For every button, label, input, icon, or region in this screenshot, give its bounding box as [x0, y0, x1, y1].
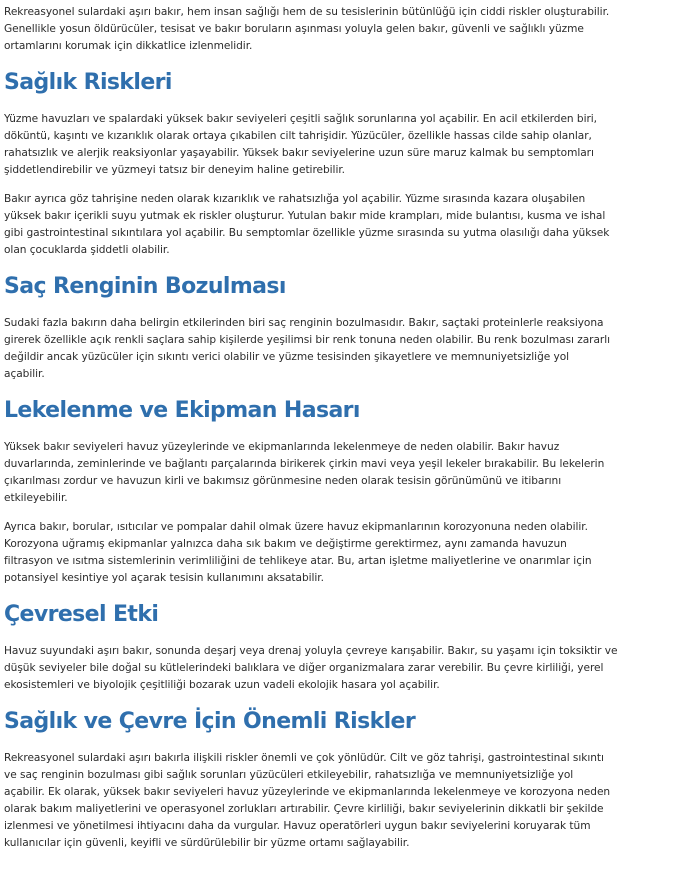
section-heading-staining-damage: Lekelenme ve Ekipman Hasarı — [4, 398, 360, 423]
section-heading-environmental-impact: Çevresel Etki — [4, 602, 159, 627]
environmental-impact-paragraph: Havuz suyundaki aşırı bakır, sonunda deşarj veya drenaj yoluyla çevreye karışabilir. Bakır, su yaşamı için toksiktir ve düşük seviyeler bile doğal su kütlelerindeki balıklara ve diğer organizmalara zarar verebilir. Bu çevre kirliliği, yerel ekosistemleri ve biyolojik çeşitliliği bozarak uzun vadeli ekolojik hasara yol açabilir. — [4, 645, 618, 691]
section-heading-health-risks: Sağlık Riskleri — [4, 70, 172, 95]
intro-paragraph: Rekreasyonel sulardaki aşırı bakır, hem insan sağlığı hem de su tesislerinin bütünlüğü için ciddi riskler oluşturabilir. Genellikle yosun öldürücüler, tesisat ve bakır boruların aşınması yoluyla gelen bakır, güvenli ve sağlıklı yüzme ortamlarını korumak için dikkatlice izlenmelidir. — [4, 6, 610, 52]
health-risks-paragraph-1: Yüzme havuzları ve spalardaki yüksek bakır seviyeleri çeşitli sağlık sorunlarına yol açabilir. En acil etkilerden biri, döküntü, kaşıntı ve kızarıklık olarak ortaya çıkabilen cilt tahrişidir. Yüzücüler, özellikle hassas cilde sahip olanlar, rahatsızlık ve alerjik reaksiyonlar yaşayabilir. Yüksek bakır seviyelerine uzun süre maruz kalmak bu semptomları şiddetlendirebilir ve yüzmeyi tatsız bir deneyim haline getirebilir. — [4, 113, 597, 176]
article-body — [4, 0, 668, 852]
hair-discoloration-paragraph: Sudaki fazla bakırın daha belirgin etkilerinden biri saç renginin bozulmasıdır. Bakır, saçtaki proteinlerle reaksiyona girerek özellikle açık renkli saçlara sahip kişilerde yeşilimsi bir renk tonuna neden olabilir. Bu renk bozulması zararlı değildir ancak yüzücüler için sıkıntı verici olabilir ve yüzme tesisinden şikayetlere ve memnuniyetsizliğe yol açabilir. — [4, 317, 611, 380]
significant-risks-paragraph: Rekreasyonel sulardaki aşırı bakırla ilişkili riskler önemli ve çok yönlüdür. Cilt ve göz tahrişi, gastrointestinal sıkıntı ve saç renginin bozulması gibi sağlık sorunları yüzücüleri etkileyebilir, rahatsızlığa ve memnuniyetsizliğe yol açabilir. Ek olarak, yüksek bakır seviyeleri havuz yüzeylerinde ve ekipmanlarında lekelenmeye ve korozyona neden olarak bakım maliyetlerini ve operasyonel zorlukları artırabilir. Çevre kirliliği, bakır seviyelerinin dikkatli bir şekilde izlenmesi ve yönetilmesi ihtiyacını daha da vurgular. Havuz operatörleri uygun bakır seviyelerini koruyarak tüm kullanıcılar için güvenli, keyifli ve sürdürülebilir bir yüzme ortamı sağlayabilir. — [4, 752, 611, 849]
section-heading-significant-risks: Sağlık ve Çevre İçin Önemli Riskler — [4, 709, 416, 734]
health-risks-paragraph-2: Bakır ayrıca göz tahrişine neden olarak kızarıklık ve rahatsızlığa yol açabilir. Yüzme sırasında kazara oluşabilen yüksek bakır içerikli suyu yutmak ek riskler oluşturur. Yutulan bakır mide krampları, mide bulantısı, kusma ve ishal gibi gastrointestinal sıkıntılara yol açabilir. Bu semptomlar özellikle yüzme sırasında su yutma olasılığı daha yüksek olan çocuklarda şiddetli olabilir. — [4, 193, 610, 256]
staining-paragraph-2: Ayrıca bakır, borular, ısıtıcılar ve pompalar dahil olmak üzere havuz ekipmanlarının korozyonuna neden olabilir. Korozyona uğramış ekipmanlar yalnızca daha sık bakım ve değiştirme gerektirmez, aynı zamanda havuzun filtrasyon ve ısıtma sistemlerinin verimliliğini de tehlikeye atar. Bu, artan işletme maliyetlerine ve onarımlar için potansiyel kesintiye yol açarak tesisin kullanımını aksatabilir. — [4, 521, 592, 584]
section-heading-hair-discoloration: Saç Renginin Bozulması — [4, 274, 286, 299]
staining-paragraph-1: Yüksek bakır seviyeleri havuz yüzeylerinde ve ekipmanlarında lekelenmeye de neden olabilir. Bakır havuz duvarlarında, zeminlerinde ve bağlantı parçalarında birikerek çirkin mavi veya yeşil lekeler bırakabilir. Bu lekelerin çıkarılması zordur ve havuzun kirli ve bakımsız görünmesine neden olarak tesisin görünümünü ve itibarını etkileyebilir. — [4, 441, 605, 504]
